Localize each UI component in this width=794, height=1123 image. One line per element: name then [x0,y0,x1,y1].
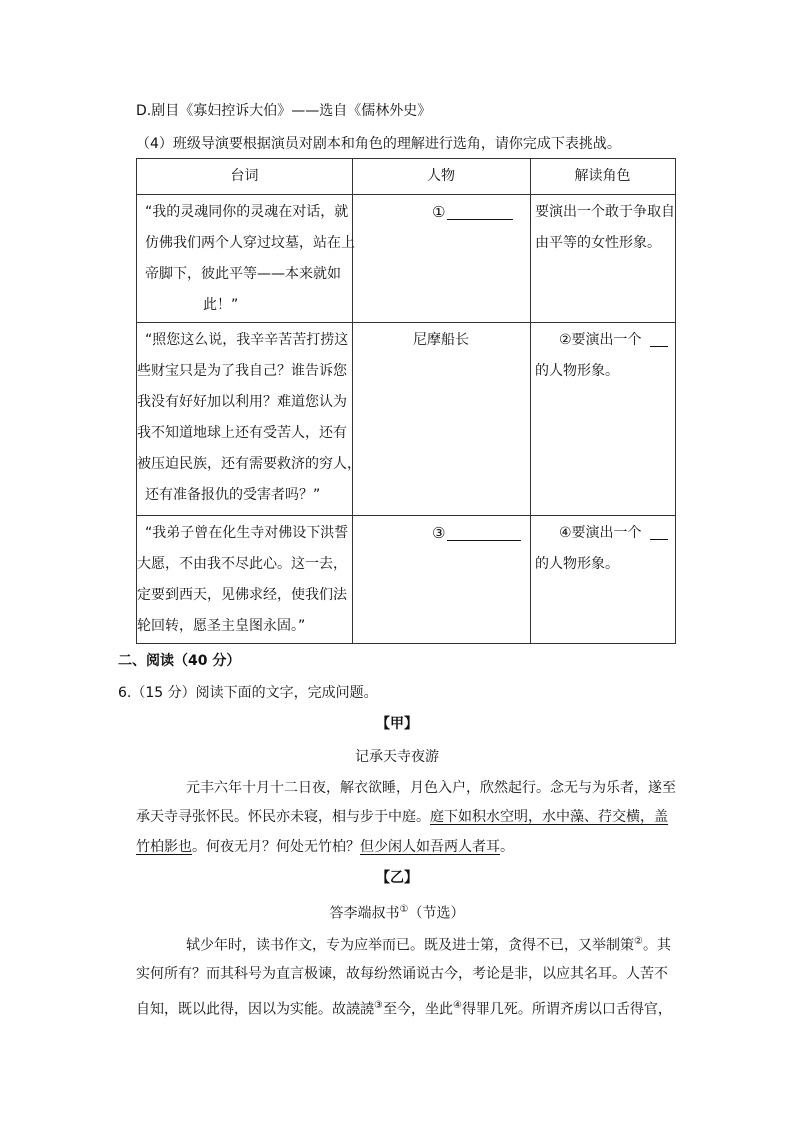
section-reading-title: 二、阅读（40 分） [118,653,241,669]
yi-line-2: 实何所有？而其科号为直言极谏，故每纷然诵说古今，考论是非，以应其名耳。人苦不 [136,966,668,982]
jia-line-1: 元丰六年十月十二日夜，解衣欲睡，月色入户，欣然起行。念无与为乐者，遂至 [186,780,676,796]
underlined-sentence-1: 庭下如积水空明，水中藻、荇交横，盖 [430,809,668,825]
header-role: 解读角色 [574,168,631,184]
row1-role: 要演出一个敢于争取自 由平等的女性形象。 [535,204,675,251]
row3-role[interactable]: ④要演出一个 的人物形象。 [559,518,668,580]
question-6: 6.（15 分）阅读下面的文字，完成问题。 [118,685,378,701]
row2-person: 尼摩船长 [413,332,469,348]
row1-lines: “我的灵魂同你的灵魂在对话，就 仿佛我们两个人穿过坟墓，站在上 帝脚下，彼此平等——本来就如 此！” [145,204,355,313]
header-person: 人物 [427,168,455,184]
row2-lines: “照您这么说，我辛辛苦苦打捞这 些财宝只是为了我自己？谁告诉您 我没有好好加以利用？难道您认为 我不知道地球上还有受苦人，还有 被压迫民族，还有需要救济的穷人， 还有准备报仇的受害者吗？” [137,332,361,503]
option-d: D.剧目《寡妇控诉大伯》——选自《儒林外史》 [136,103,432,119]
row3-lines: “我弟子曾在化生寺对佛设下洪誓 大愿，不由我不尽此心。这一去， 定要到西天，见佛求经，使我们法 轮回转，愿圣主皇图永固。” [137,525,349,634]
underlined-sentence-2: 但少闲人如吾两人者耳 [360,839,500,855]
yi-title: 答李端叔书①（节选） [329,904,465,922]
row3-person-blank[interactable]: ③ [432,518,521,550]
header-lines: 台词 [230,168,259,184]
yi-line-3: 自知，既以此得，因以为实能。故譊譊③至今，坐此④得罪几死。所谓齐虏以口舌得官， [136,1000,672,1018]
yi-line-1: 轼少年时，读书作文，专为应举而已。既及进士第，贪得不已，又举制策②。其 [186,936,671,954]
casting-table [136,158,676,644]
jia-line-2: 承天寺寻张怀民。怀民亦未寝，相与步于中庭。庭下如积水空明，水中藻、荇交横，盖 [136,809,668,825]
marker-jia: 【甲】 [376,716,418,732]
question-4: （4）班级导演要根据演员对剧本和角色的理解进行选角，请你完成下表挑战。 [136,136,621,152]
jia-title: 记承天寺夜游 [355,749,439,765]
row1-person-blank[interactable]: ① [432,197,513,229]
jia-line-3: 竹柏影也。何夜无月？何处无竹柏？但少闲人如吾两人者耳。 [136,839,514,855]
marker-yi: 【乙】 [376,870,418,886]
row2-role[interactable]: ②要演出一个 的人物形象。 [559,325,668,387]
